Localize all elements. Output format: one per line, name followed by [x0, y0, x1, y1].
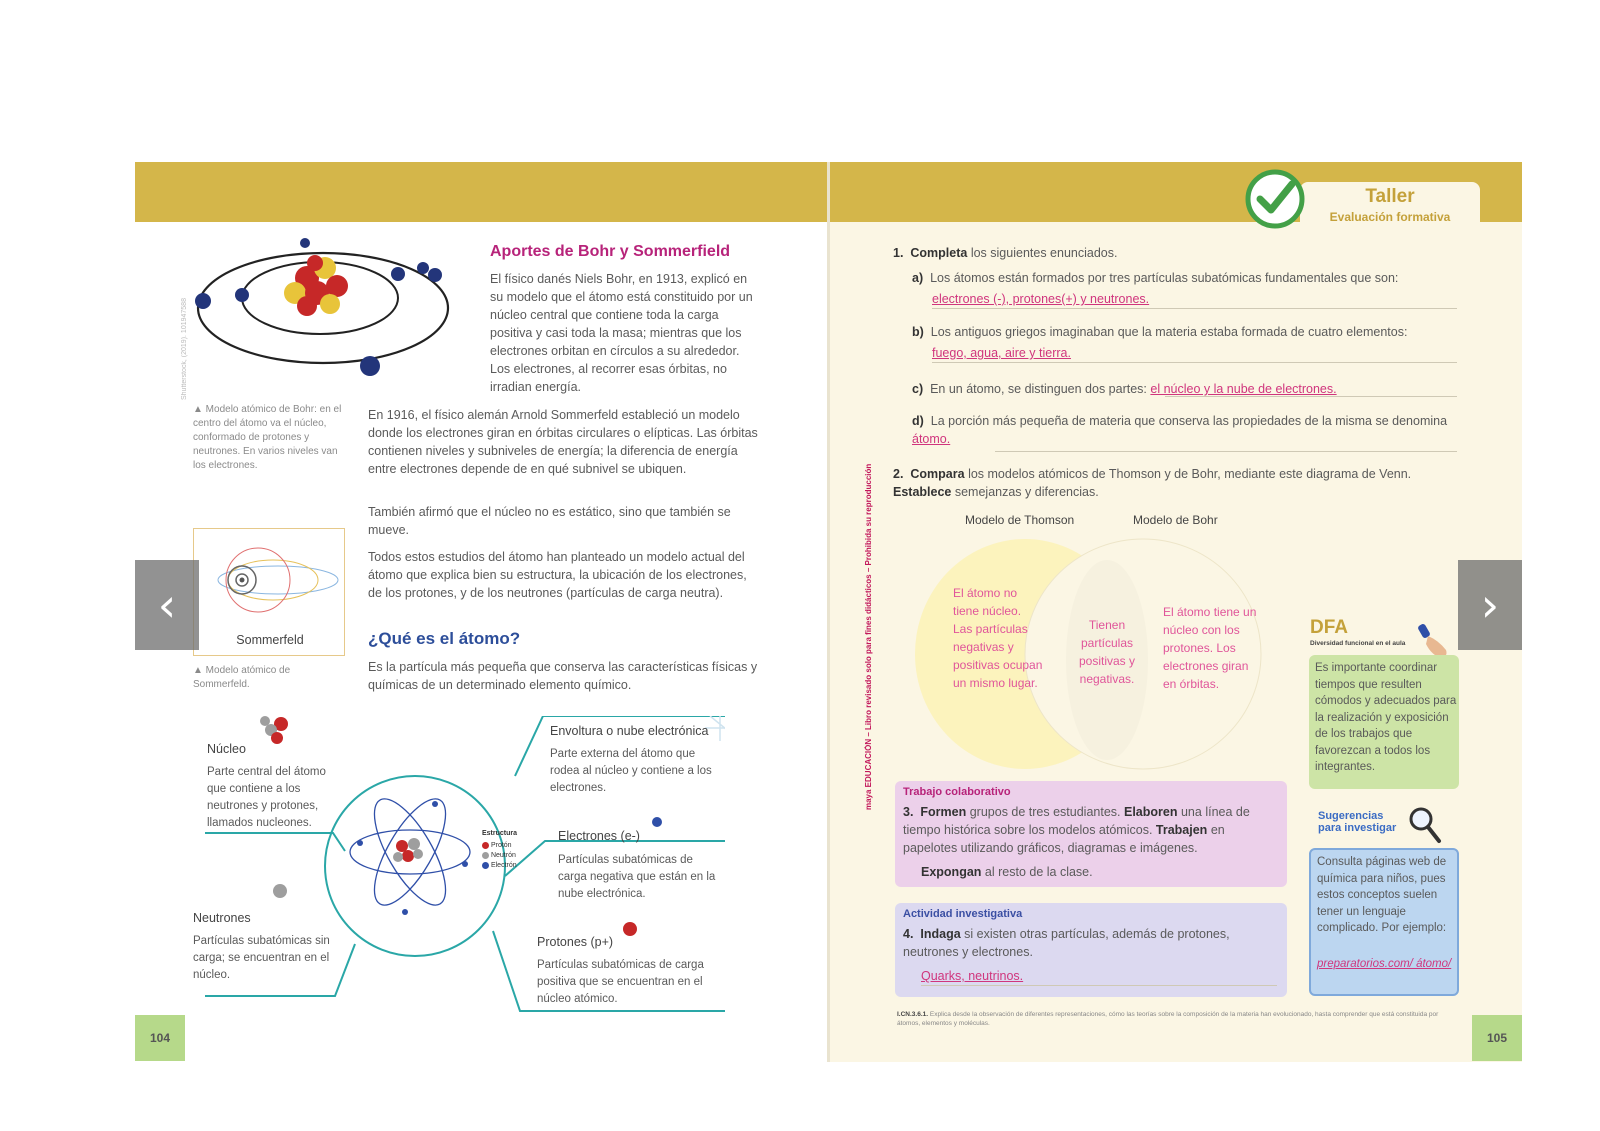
research-title: Actividad investigativa — [903, 908, 1023, 920]
q2-verb: Compara — [910, 467, 965, 481]
q4-answer[interactable]: Quarks, neutrinos. — [921, 969, 1024, 983]
legend-electron-label: Electrón — [490, 862, 517, 869]
legend-proton-label: Protón — [490, 842, 512, 849]
curriculum-footer — [897, 1010, 1457, 1028]
venn-right-label: Modelo de Bohr — [1133, 513, 1218, 527]
dfa-box — [1309, 655, 1459, 789]
check-badge-icon — [1244, 168, 1306, 230]
research-box — [895, 903, 1287, 997]
atom-definition: Es la partícula más pequeña que conserva las características físicas y químicas de un determinado elemento químico. — [368, 660, 758, 692]
suggestions-box — [1309, 848, 1459, 996]
footer-code: I.CN.3.6.1. — [897, 1011, 929, 1018]
q3-verb-2: Elaboren — [1124, 805, 1178, 819]
collab-title: Trabajo colaborativo — [903, 786, 1011, 798]
venn-left-label: Modelo de Thomson — [965, 513, 1075, 527]
sommerfeld-caption: ▲ Modelo atómico de Sommerfeld. — [193, 665, 291, 690]
q3-text-tail — [921, 863, 1281, 881]
bohr-caption: ▲ Modelo atómico de Bohr: en el centro del átomo va el núcleo, conformado de protones y neutrones. En varios niveles van los electrones. — [193, 404, 342, 471]
q4-number: 4. — [903, 927, 914, 941]
legend-neutron-label: Neutrón — [490, 852, 516, 859]
bohr-paragraph: El físico danés Niels Bohr, en 1913, explicó en su modelo que el átomo está constituido por un núcleo central que contiene toda la carga positiva y casi toda la masa; mientras que los electrones orbitan en círculos a su alrededor. Los electrones, al recorrer esas órbitas, no irradian energía. — [490, 272, 753, 394]
q3-text-4: al resto de la clase. — [984, 865, 1093, 879]
q1a-line — [912, 269, 1462, 287]
q3-verb: Formen — [920, 805, 967, 819]
bohr-model-illustration — [195, 238, 465, 388]
q2-verb2: Establece — [893, 485, 952, 499]
q3-text — [903, 803, 1278, 857]
suggestions-title: Sugerencias para investigar — [1318, 810, 1397, 834]
atom-question-title: ¿Qué es el átomo? — [368, 629, 521, 648]
legend-neutron — [482, 851, 542, 861]
taller-title: Taller — [1365, 186, 1415, 207]
q1b-text: Los antiguos griegos imaginaban que la materia estaba formada de cuatro elementos: — [930, 325, 1408, 339]
legend-electron — [482, 861, 542, 871]
left-header-band — [135, 162, 827, 222]
q1b-answer[interactable]: fuego, agua, aire y tierra. — [932, 346, 1071, 360]
taller-tab — [1300, 182, 1480, 228]
dfa-title: DFA — [1310, 617, 1348, 638]
dfa-subtitle: Diversidad funcional en el aula — [1310, 640, 1406, 647]
sommerfeld-paragraph-3: Todos estos estudios del átomo han planteado un modelo actual del átomo que explica bien su estructura, la ubicación de los electrones, de los protones, y de los neutrones (partículas de carga neutra). — [368, 550, 747, 600]
q3-text-1: grupos de tres estudiantes. — [969, 805, 1121, 819]
q4-text — [903, 925, 1268, 961]
q1-prompt — [893, 244, 1413, 262]
protones-text: Partículas subatómicas de carga positiva que se encuentran en el núcleo atómico. — [537, 959, 704, 1005]
sommerfeld-label: Sommerfeld — [236, 633, 304, 647]
nucleo-text: Parte central del átomo que contiene a los neutrones y protones, llamados nucleones. — [207, 766, 326, 829]
envoltura-title: Envoltura o nube electrónica — [550, 724, 709, 738]
sommerfeld-illustration — [193, 528, 345, 656]
q2-prompt — [893, 465, 1448, 501]
q3-verb-4: Expongan — [921, 865, 982, 879]
q1-verb: Completa — [910, 246, 968, 260]
legend-proton — [482, 841, 542, 851]
q1-number: 1. — [893, 246, 904, 260]
q1a-answer-line — [932, 308, 1457, 309]
legend — [482, 841, 542, 871]
q1b-label: b) — [912, 325, 924, 339]
legend-title: Estructura — [482, 830, 518, 837]
q1a-label: a) — [912, 271, 924, 285]
q1d-line — [912, 412, 1457, 448]
q1b-answer-line — [932, 362, 1457, 363]
venn-middle-text: Tienen partículas positivas y negativas. — [1078, 618, 1136, 686]
envoltura-text: Parte externa del átomo que rodea al núcleo y contiene a los electrones. — [550, 748, 712, 794]
q1a-answer[interactable]: electrones (-), protones(+) y neutrones. — [932, 292, 1150, 306]
q4-body: si existen otras partículas, además de protones, neutrones y electrones. — [903, 927, 1230, 959]
venn-left-text: El átomo no tiene núcleo. Las partículas negativas y positivas ocupan un mismo lugar. — [953, 586, 1043, 690]
suggestions-text: Consulta páginas web de química para niños, pues estos conceptos suelen tener un lenguaje complicado. Por ejemplo: — [1317, 856, 1447, 934]
q2-number: 2. — [893, 467, 904, 481]
q1-rest: los siguientes enunciados. — [970, 246, 1118, 260]
sommerfeld-paragraph-1: En 1916, el físico alemán Arnold Sommerfeld estableció un modelo donde los electrones giran en órbitas circulares o elípticas. Las órbitas contienen niveles y subniveles de energía; la diferencia de energía entre electrones depende de en qué subnivel se ubiquen. — [368, 408, 758, 476]
q2-rest: los modelos atómicos de Thomson y de Bohr, mediante este diagrama de Venn. — [968, 467, 1412, 481]
q3-number: 3. — [903, 805, 914, 819]
page-number-left: 104 — [135, 1015, 185, 1061]
photo-credit: Shutterstock, (2019). 101947588 — [181, 298, 188, 400]
dfa-text: Es importante coordinar tiempos que resulten cómodos y adecuados para la realización y exposición de los trabajos que favorezcan a todos los integrantes. — [1315, 662, 1457, 773]
bohr-sommerfield-title: Aportes de Bohr y Sommerfield — [490, 243, 731, 260]
taller-subtitle: Evaluación formativa — [1329, 210, 1451, 224]
nucleo-title: Núcleo — [207, 742, 246, 756]
q1c-label: c) — [912, 382, 924, 396]
side-copyright-text: maya EDUCACIÓN – Libro revisado solo para fines didácticos – Prohibida su reproducción — [864, 463, 873, 810]
prev-page-button[interactable]: ‹ — [135, 560, 199, 650]
hand-pointer-icon — [1416, 620, 1454, 660]
q1c-text: En un átomo, se distinguen dos partes: — [930, 382, 1147, 396]
q1b-line — [912, 323, 1472, 341]
q2-rest2: semejanzas y diferencias. — [954, 485, 1099, 499]
q1c-answer-line — [1165, 396, 1457, 397]
q4-verb: Indaga — [920, 927, 961, 941]
q1d-label: d) — [912, 414, 924, 428]
neutrones-title: Neutrones — [193, 911, 251, 925]
q3-verb-3: Trabajen — [1155, 823, 1208, 837]
next-page-button[interactable]: › — [1458, 560, 1522, 650]
q1d-text: La porción más pequeña de materia que conserva las propiedades de la misma se denomina — [930, 414, 1448, 428]
page-number-right: 105 — [1472, 1015, 1522, 1061]
venn-right-text: El átomo tiene un núcleo con los protones. Los electrones giran en órbitas. — [1163, 605, 1257, 691]
electrones-title: Electrones (e-) — [558, 829, 640, 843]
neutrones-text: Partículas subatómicas sin carga; se encuentran en el núcleo. — [193, 935, 330, 981]
sommerfeld-paragraph-2: También afirmó que el núcleo no es estático, sino que también se mueve. — [368, 505, 731, 537]
sommerfeld-orbits-icon — [198, 535, 342, 625]
suggestions-link[interactable]: preparatorios.com/ átomo/ — [1317, 958, 1452, 970]
q1d-answer[interactable]: átomo. — [912, 432, 951, 446]
q1a-text: Los átomos están formados por tres partículas subatómicas fundamentales que son: — [930, 271, 1399, 285]
electrones-text: Partículas subatómicas de carga negativa que están en la nube electrónica. — [558, 854, 716, 900]
footer-text: Explica desde la observación de diferentes representaciones, cómo las teorías sobre la composición de la materia han evolucionado, hasta comprender que está constituida por átomos, elementos y moléculas. — [897, 1011, 1439, 1027]
q1d-answer-line — [995, 451, 1457, 452]
q4-answer-line — [921, 985, 1277, 986]
q1c-answer[interactable]: el núcleo y la nube de electrones. — [1150, 382, 1337, 396]
q3-text-2: una línea de tiempo histórica sobre los modelos atómicos. — [903, 805, 1250, 837]
collab-box — [895, 781, 1287, 887]
protones-title: Protones (p+) — [537, 935, 614, 949]
q3-text-3: en papelotes utilizando gráficos, diagramas e imágenes. — [903, 823, 1225, 855]
magnifier-icon — [1408, 806, 1442, 844]
